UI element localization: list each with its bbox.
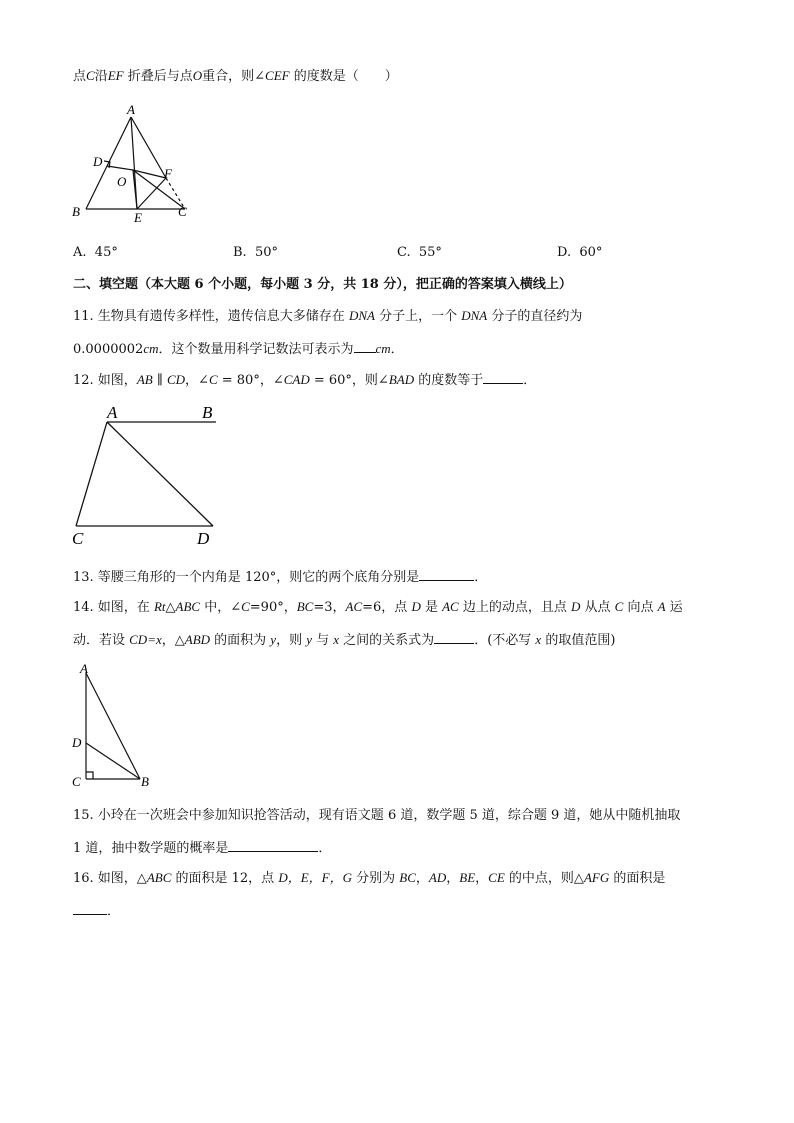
q12-label-d: D (197, 529, 210, 548)
var-c: C (614, 599, 624, 614)
var-x: x (535, 632, 542, 647)
text: =6，点 (362, 600, 412, 615)
answer-blank[interactable] (228, 839, 318, 852)
text: 11. 生物具有遗传多样性，遗传信息大多储存在 (73, 309, 349, 324)
q10-stem (73, 68, 398, 85)
q11-line2 (73, 340, 404, 358)
answer-blank[interactable] (434, 631, 474, 644)
q10-figure (60, 100, 200, 230)
text: 中，∠ (200, 600, 242, 615)
q11-line1 (73, 308, 582, 325)
var-d: D (570, 599, 581, 614)
var-dna: DNA (348, 308, 375, 323)
q12-label-c: C (72, 529, 84, 548)
var-dna: DNA (461, 308, 488, 323)
var-bc: BC (296, 599, 314, 614)
var-rt: Rt (153, 599, 166, 614)
text: ，∠ (185, 373, 209, 388)
text: 向点 (623, 600, 658, 615)
section-heading: 二、填空题（本大题 6 个小题，每小题 3 分，共 18 分），把正确的答案填入横线上） (73, 277, 572, 292)
triangle-symbol: △ (165, 600, 176, 615)
q16-line1 (73, 870, 665, 887)
option-value: 45° (94, 245, 118, 260)
text: = 60°，则∠ (309, 373, 389, 388)
var-points: D，E，F，G (278, 870, 352, 885)
q12-label-a: A (107, 403, 118, 422)
var-ac: AC (442, 599, 459, 614)
var-afg: AFG (583, 870, 610, 885)
var-c: C (241, 599, 250, 614)
text: 沿 (94, 69, 108, 84)
q10-label-o: O (117, 174, 127, 189)
q15-line1: 15. 小玲在一次班会中参加知识抢答活动，现有语文题 6 道，数学题 5 道，综合题 9 道，她从中随机抽取 (73, 808, 681, 823)
text: 分子的直径约为 (487, 309, 583, 324)
text: 0.0000002 (73, 342, 144, 357)
var-cad: CAD (283, 372, 310, 387)
text: 16. 如图，△ (73, 871, 147, 886)
text: ． (107, 904, 121, 919)
var-bad: BAD (388, 372, 415, 387)
q15-line2 (73, 839, 331, 857)
var-abd: ABD (184, 632, 211, 647)
text: ． (523, 373, 537, 388)
q10-option-b (233, 245, 278, 261)
var-cef: CEF (265, 68, 290, 83)
text: 分别为 (352, 871, 400, 886)
option-value: 50° (254, 245, 278, 260)
q14-label-c: C (72, 774, 81, 789)
text: 的取值范围) (541, 633, 616, 648)
unit-cm: cm (143, 341, 159, 356)
option-letter: A. (73, 245, 87, 260)
q10-label-f: F (164, 166, 172, 181)
text: 的面积为 (210, 633, 271, 648)
answer-blank[interactable] (73, 902, 107, 915)
q12-label-b: B (202, 403, 213, 422)
var-c: C (86, 68, 95, 83)
var-be: BE (459, 870, 476, 885)
var-d: D (411, 599, 421, 614)
text: ， (475, 871, 489, 886)
answer-blank[interactable] (354, 340, 376, 353)
unit-cm: cm (375, 341, 391, 356)
text: ，则 (276, 633, 307, 648)
text: 从点 (580, 600, 615, 615)
text: =90°， (249, 600, 297, 615)
q14-line1 (73, 599, 683, 616)
q10-label-d: D (93, 154, 103, 169)
q14-label-b: B (141, 774, 149, 789)
q14-figure (60, 660, 170, 790)
text: 与 (312, 633, 334, 648)
var-x: x (333, 632, 340, 647)
var-ad: AD (428, 870, 447, 885)
q12-figure (60, 398, 230, 550)
var-ef: EF (107, 68, 124, 83)
text: 是 (420, 600, 443, 615)
text: 点 (73, 69, 87, 84)
text: 的中点，则△ (504, 871, 584, 886)
option-value: 60° (579, 245, 603, 260)
q10-label-b: B (72, 204, 80, 219)
var-ab: AB (136, 372, 153, 387)
var-ce: CE (488, 870, 505, 885)
text: 1 道，抽中数学题的概率是 (73, 841, 229, 856)
var-bc: BC (399, 870, 416, 885)
text: ．这个数量用科学记数法可表示为 (158, 342, 354, 357)
q13-stem (73, 568, 487, 586)
text: ，△ (161, 633, 185, 648)
option-letter: B. (233, 245, 247, 260)
text: ， (415, 871, 429, 886)
q10-option-d (557, 245, 602, 261)
text: 13. 等腰三角形的一个内角是 120°，则它的两个底角分别是 (73, 570, 420, 585)
option-letter: D. (557, 245, 572, 260)
text: =3， (313, 600, 346, 615)
q14-label-a: A (80, 661, 88, 676)
text: ． (390, 342, 404, 357)
option-value: 55° (418, 245, 442, 260)
q10-label-e: E (134, 210, 142, 225)
var-y: y (270, 632, 277, 647)
var-cd: CD (166, 372, 186, 387)
option-letter: C. (397, 245, 411, 260)
text: 边上的动点，且点 (458, 600, 571, 615)
var-cdx: CD=x (129, 632, 162, 647)
text: 12. 如图， (73, 373, 137, 388)
angle-symbol: ∠ (254, 69, 266, 84)
var-abc: ABC (146, 870, 172, 885)
answer-blank[interactable] (419, 568, 474, 581)
answer-blank[interactable] (483, 371, 523, 384)
q14-label-d: D (72, 735, 82, 750)
text: ， (446, 871, 460, 886)
q10-option-c (397, 245, 442, 261)
q10-label-c: C (178, 204, 187, 219)
text: 折叠后与点 (123, 69, 193, 84)
text: ． (318, 841, 332, 856)
text: 分子上，一个 (374, 309, 462, 324)
text: 的面积是 12，点 (171, 871, 279, 886)
text: 运 (665, 600, 683, 615)
var-a: A (657, 599, 666, 614)
text: 重合，则 (202, 69, 255, 84)
var-o: O (192, 68, 203, 83)
text: 的面积是 (609, 871, 666, 886)
var-c: C (208, 372, 218, 387)
q10-label-a: A (127, 102, 135, 117)
q12-stem (73, 371, 536, 389)
text: 动．若设 (73, 633, 130, 648)
text: 之间的关系式为 (339, 633, 435, 648)
text: ． (474, 570, 488, 585)
var-abc: ABC (175, 599, 201, 614)
q14-line2 (73, 631, 615, 649)
text: = 80°，∠ (217, 373, 284, 388)
text: ∥ (152, 373, 167, 388)
text: ．(不必写 (474, 633, 536, 648)
q16-line2 (73, 902, 120, 920)
text: 的度数是（ ） (289, 69, 398, 84)
text: 的度数等于 (414, 373, 484, 388)
text: 14. 如图，在 (73, 600, 154, 615)
var-y: y (306, 632, 312, 647)
var-ac: AC (345, 599, 363, 614)
q10-option-a (73, 245, 118, 261)
